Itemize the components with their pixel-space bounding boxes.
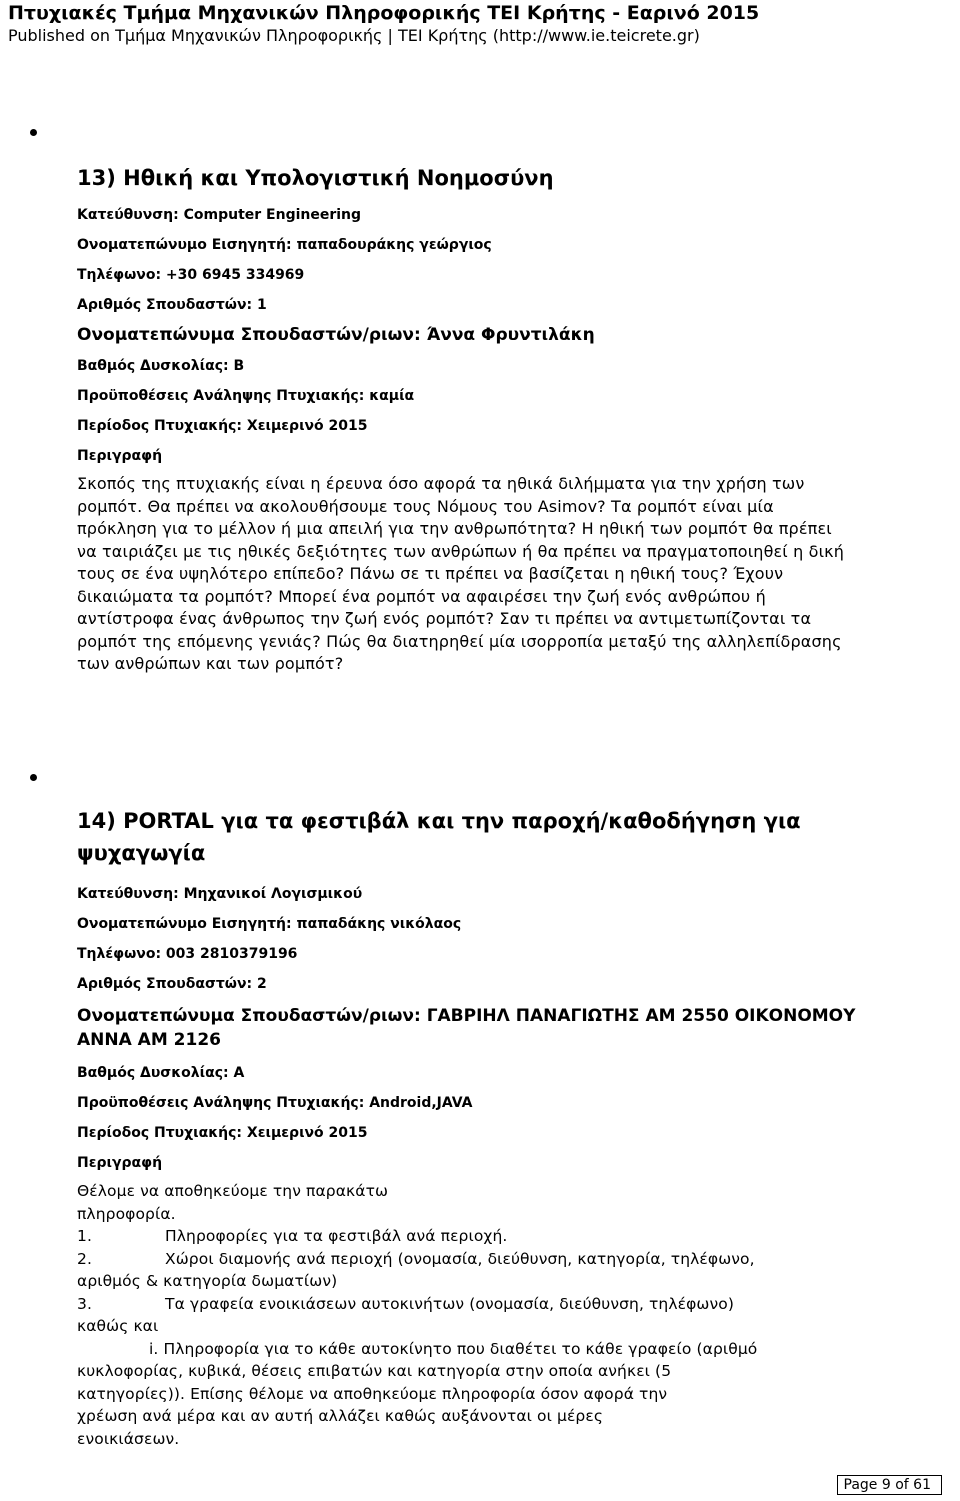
description-line: κατηγορίες)). Επίσης θέλομε να αποθηκεύομε πληροφορία όσον αφορά την [77,1384,668,1403]
thesis-entry-14 [77,805,937,1450]
entry-supervisor: Ονοματεπώνυμο Εισηγητή: παπαδάκης νικόλαος [77,916,462,932]
description-line: καθώς και [77,1317,159,1335]
description-line: αντίστροφα ένας άνθρωπος την ζωή ενός ρομπότ? Σαν τι πρέπει να αντιμετωπίζονται τα [77,609,812,628]
thesis-entry-13 [77,162,937,676]
entry-phone: Τηλέφωνο: +30 6945 334969 [77,267,305,283]
numbered-item [77,1293,937,1316]
entry-title [77,805,937,869]
entry-description [77,1180,937,1450]
description-line: ρομπότ της επόμενης γενιάς? Πώς θα διατηρηθεί μία ισορροπία μεταξύ της αλληλεπίδρασης [77,631,842,651]
entry-direction: Κατεύθυνση: Μηχανικοί Λογισμικού [77,886,363,902]
document-title: Πτυχιακές Τμήμα Μηχανικών Πληροφορικής ΤΕΙ Κρήτης - Εαρινό 2015 [8,2,760,24]
entry-students-line: Ονοματεπώνυμα Σπουδαστών/ριων: ΓΑΒΡΙΗΛ ΠΑΝΑΓΙΩΤΗΣ ΑΜ 2550 ΟΙΚΟΝΟΜΟΥ [77,1006,856,1026]
entry-difficulty: Βαθμός Δυσκολίας: Β [77,358,245,374]
entry-students-count: Αριθμός Σπουδαστών: 2 [77,976,267,992]
description-line: κυκλοφορίας, κυβικά, θέσεις επιβατών και κατηγορία στην οποία ανήκει (5 [77,1362,672,1380]
description-line: δικαιώματα τα ρομπότ? Μπορεί ένα ρομπότ να αφαιρέσει την ζωή ενός ανθρώπου ή [77,586,766,606]
entry-phone: Τηλέφωνο: 003 2810379196 [77,946,298,962]
entry-prerequisites: Προϋποθέσεις Ανάληψης Πτυχιακής: Android,JAVA [77,1095,473,1111]
list-bullet [28,127,40,139]
item-text: Πληροφορίες για τα φεστιβάλ ανά περιοχή. [165,1227,508,1245]
document-source-line: Published on Τμήμα Μηχανικών Πληροφορικής | ΤΕΙ Κρήτης (http://www.ie.teicrete.gr) [8,26,700,45]
sub-item: i. Πληροφορία για το κάθε αυτοκίνητο που διαθέτει το κάθε γραφείο (αριθμό [149,1339,758,1358]
entry-direction: Κατεύθυνση: Computer Engineering [77,207,362,223]
item-text: Χώροι διαμονής ανά περιοχή (ονομασία, διεύθυνση, κατηγορία, τηλέφωνο, [165,1249,755,1268]
description-line: να ταιριάζει με τις ηθικές δεξιότητες των ανθρώπων ή θα πρέπει να πραγματοποιηθεί η δική [77,541,845,561]
description-line: ενοικιάσεων. [77,1429,180,1448]
entry-supervisor: Ονοματεπώνυμο Εισηγητή: παπαδουράκης γεώργιος [77,237,492,253]
description-line: των ανθρώπων και των ρομπότ? [77,654,344,673]
entry-students [77,1004,937,1052]
entry-period: Περίοδος Πτυχιακής: Χειμερινό 2015 [77,418,368,434]
numbered-item [77,1225,937,1248]
item-number: 3. [77,1294,92,1313]
entry-description-label: Περιγραφή [77,1155,163,1171]
entry-students: Ονοματεπώνυμα Σπουδαστών/ριων: Άννα Φρυντιλάκη [77,325,595,345]
item-number: 1. [77,1227,92,1245]
entry-title-line: 14) PORTAL για τα φεστιβάλ και την παροχή/καθοδήγηση για [77,809,801,833]
description-line: πρόκληση για το μέλλον ή μια απειλή για την ανθρωπότητα? Η ηθική των ρομπότ θα πρέπει [77,519,832,538]
description-line: τους σε ένα υψηλότερο επίπεδο? Πάνω σε τι πρέπει να βασίζεται η ηθική τους? Έχουν [77,564,784,583]
page-header [8,2,953,47]
item-number: 2. [77,1249,92,1268]
description-line: χρέωση ανά μέρα και αν αυτή αλλάζει καθώς αυξάνονται οι μέρες [77,1407,604,1425]
entry-title-line: ψυχαγωγία [77,841,206,865]
entry-title: 13) Ηθική και Υπολογιστική Νοημοσύνη [77,166,554,190]
description-line: αριθμός & κατηγορία δωματίων) [77,1272,338,1290]
entry-students-count: Αριθμός Σπουδαστών: 1 [77,297,267,313]
entry-description [77,473,937,676]
description-line: πληροφορία. [77,1204,176,1223]
entry-difficulty: Βαθμός Δυσκολίας: Α [77,1065,245,1081]
list-bullet [28,772,40,784]
description-line: Σκοπός της πτυχιακής είναι η έρευνα όσο αφορά τα ηθικά διλήμματα για την χρήση των [77,474,805,493]
description-line: ρομπότ. Θα πρέπει να ακολουθήσουμε τους Νόμους του Asimov? Τα ρομπότ είναι μία [77,496,774,516]
numbered-item [77,1248,937,1271]
item-text: Τα γραφεία ενοικιάσεων αυτοκινήτων (ονομασία, διεύθυνση, τηλέφωνο) [165,1294,734,1313]
page-number: Page 9 of 61 [837,1475,942,1495]
entry-period: Περίοδος Πτυχιακής: Χειμερινό 2015 [77,1125,368,1141]
entry-description-label: Περιγραφή [77,448,163,464]
entry-students-line: ΑΝΝΑ ΑΜ 2126 [77,1030,221,1050]
description-line: Θέλομε να αποθηκεύομε την παρακάτω [77,1182,389,1200]
entry-prerequisites: Προϋποθέσεις Ανάληψης Πτυχιακής: καμία [77,388,415,404]
